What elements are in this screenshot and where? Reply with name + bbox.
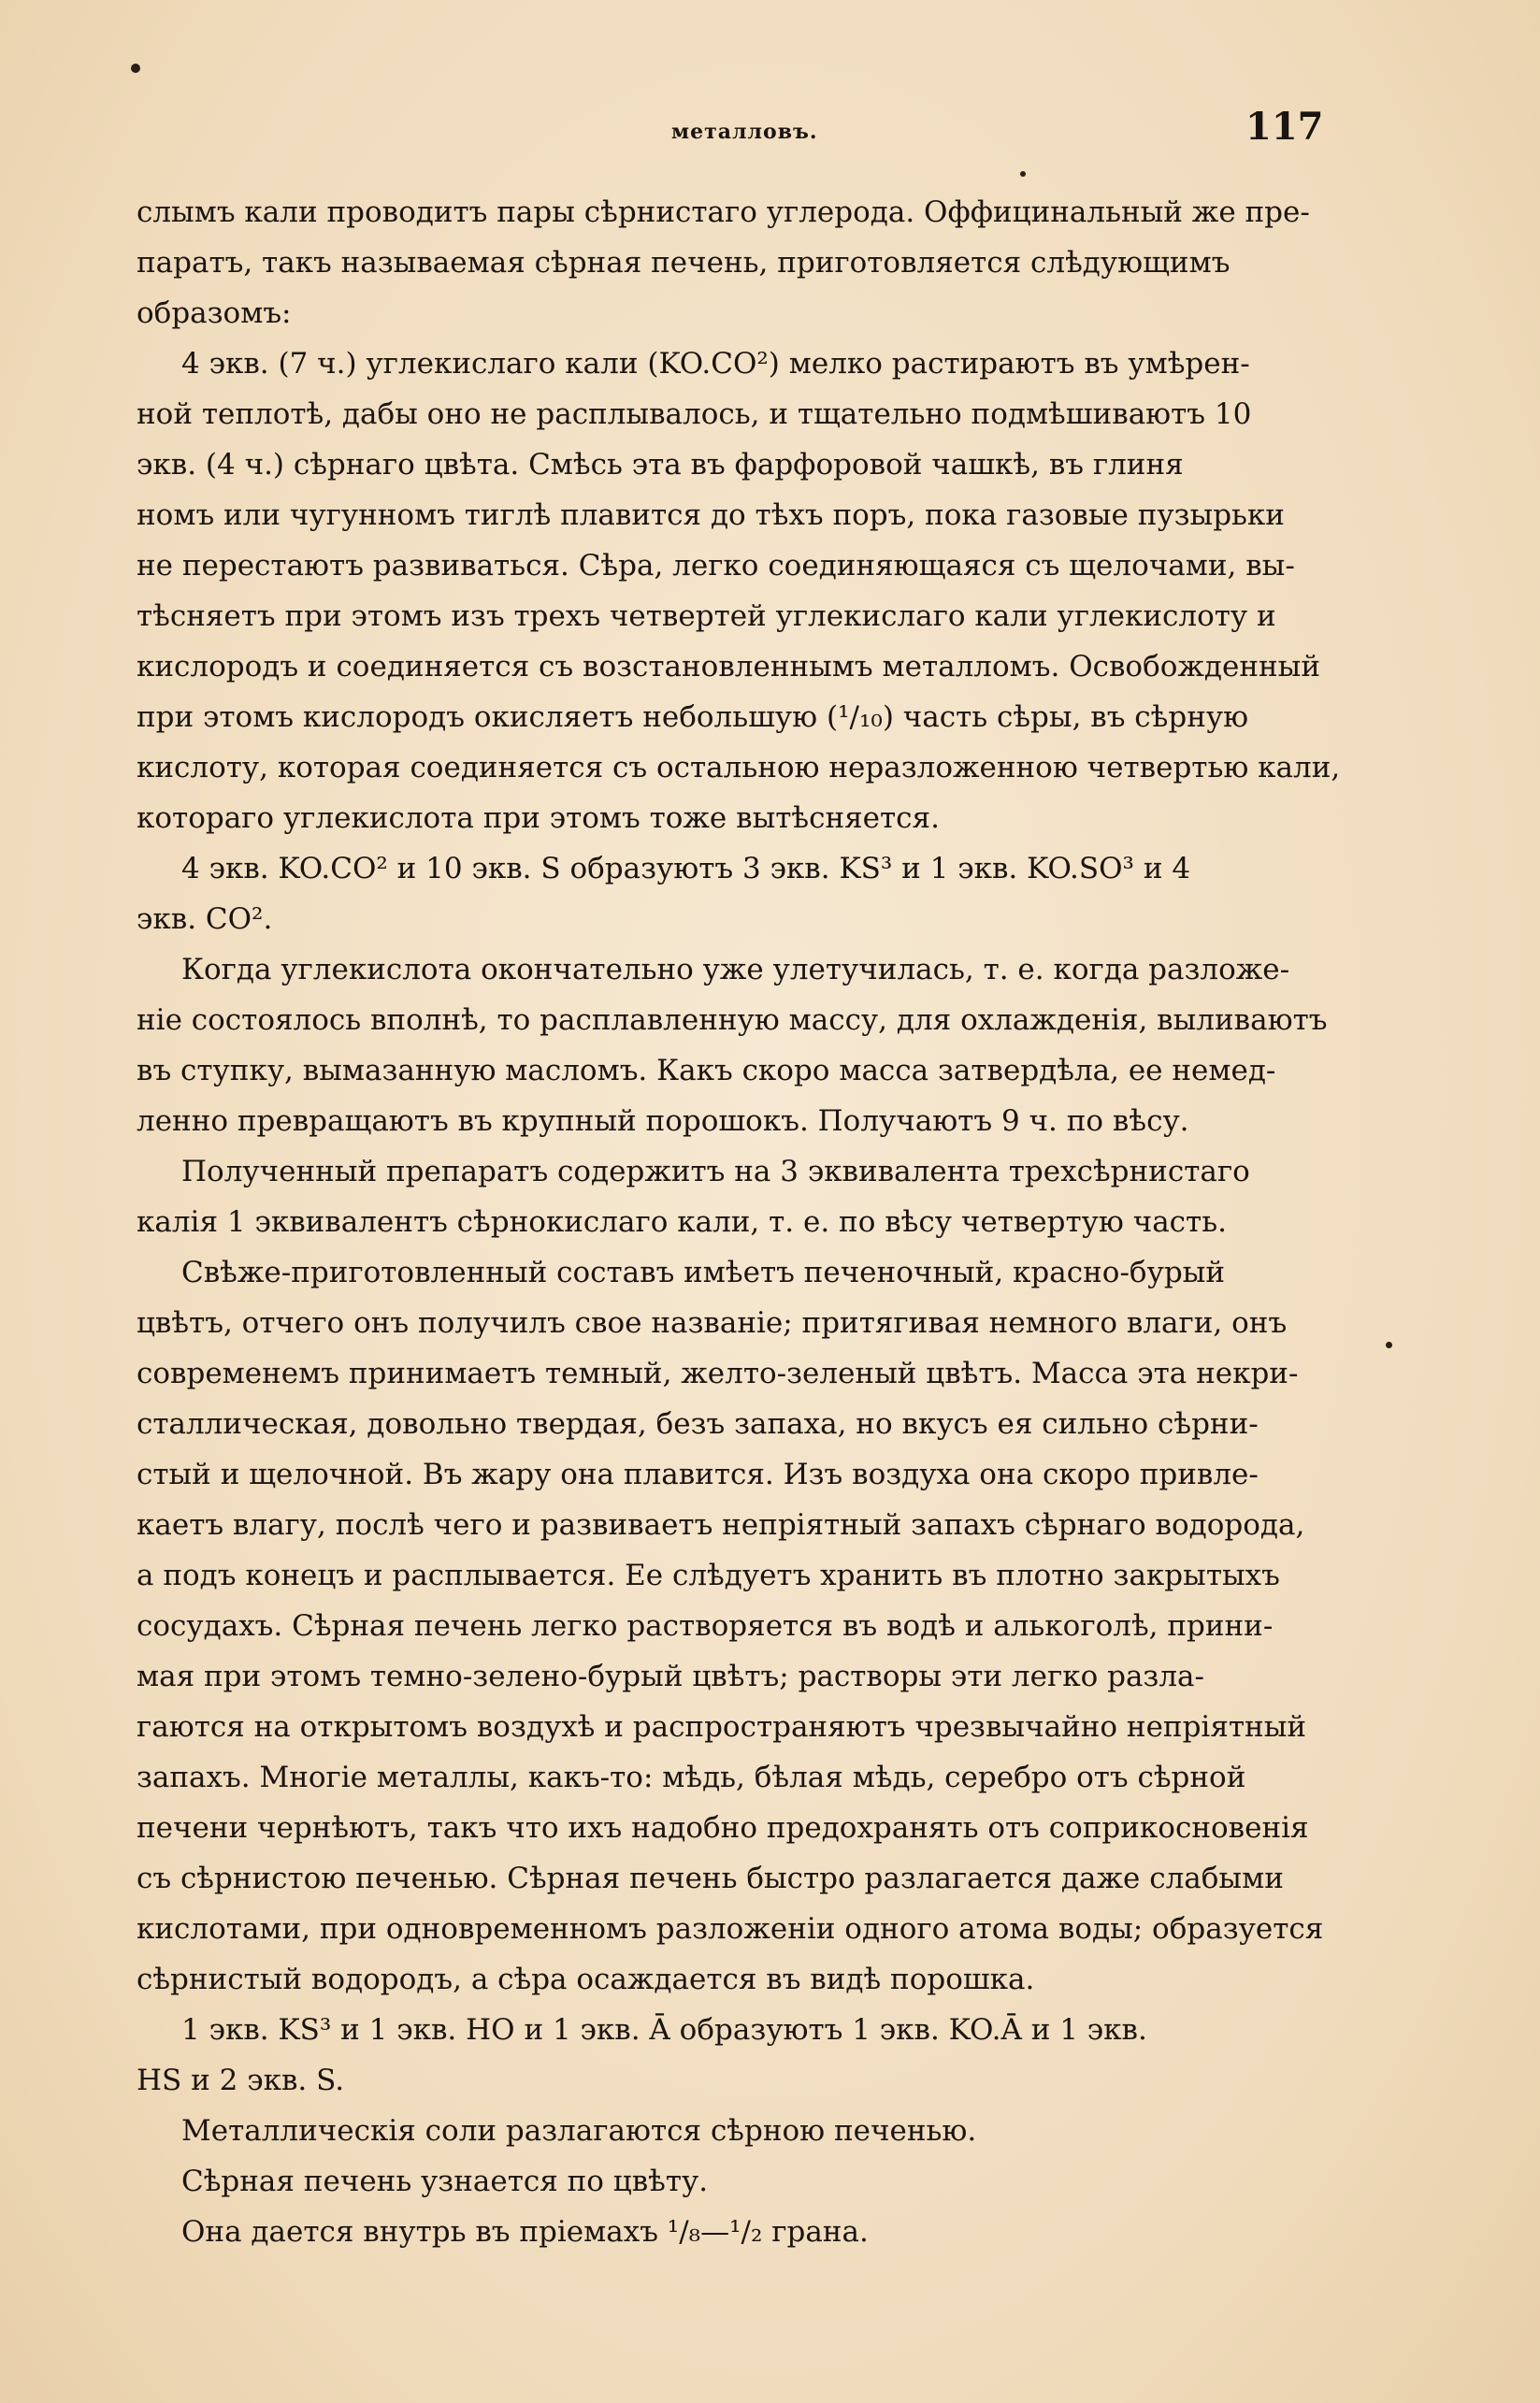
text-line: Сѣрная печень узнается по цвѣту. xyxy=(181,2165,709,2198)
paragraph xyxy=(137,338,1341,843)
text-line: HS и 2 экв. S. xyxy=(137,2064,345,2097)
text-line: не перестаютъ развиваться. Сѣра, легко соединяющаяся съ щелочами, вы- xyxy=(137,549,1295,583)
text-line: образомъ: xyxy=(137,296,292,330)
running-header: металловъ. xyxy=(671,120,818,144)
paragraph xyxy=(137,1247,1324,2005)
text-line: 1 экв. KS³ и 1 экв. HO и 1 экв. Ā образуютъ 1 экв. KO.Ā и 1 экв. xyxy=(181,2013,1147,2047)
text-line: ніе состоялось вполнѣ, то расплавленную массу, для охлажденія, выливаютъ xyxy=(137,1003,1328,1037)
text-line: калія 1 эквивалентъ сѣрнокислаго кали, т. е. по вѣсу четвертую часть. xyxy=(137,1205,1227,1239)
paragraph xyxy=(137,2156,1305,2207)
page-number: 117 xyxy=(1245,105,1324,149)
text-line: ной теплотѣ, дабы оно не расплывалось, и тщательно подмѣшиваютъ 10 xyxy=(137,397,1252,431)
text-line: экв. (4 ч.) сѣрнаго цвѣта. Смѣсь эта въ фарфоровой чашкѣ, въ глиня xyxy=(137,448,1184,482)
text-line: сосудахъ. Сѣрная печень легко растворяется въ водѣ и алькоголѣ, прини- xyxy=(137,1609,1274,1643)
text-line: кислородъ и соединяется съ возстановленнымъ металломъ. Освобожденный xyxy=(137,650,1321,683)
body-text xyxy=(137,187,1341,2257)
text-line: 4 экв. (7 ч.) углекислаго кали (KO.CO²) мелко растираютъ въ умѣрен- xyxy=(181,347,1250,381)
text-line: кислоту, которая соединяется съ остальною неразложенною четвертью кали, xyxy=(137,751,1341,784)
text-line: Когда углекислота окончательно уже улетучилась, т. е. когда разложе- xyxy=(181,953,1290,986)
text-line: паратъ, такъ называемая сѣрная печень, приготовляется слѣдующимъ xyxy=(137,246,1231,280)
text-line: 4 экв. KO.CO² и 10 экв. S образуютъ 3 экв. KS³ и 1 экв. KO.SO³ и 4 xyxy=(181,852,1191,885)
text-line: каетъ влагу, послѣ чего и развиваетъ непріятный запахъ сѣрнаго водорода, xyxy=(137,1508,1305,1542)
text-line: печени чернѣютъ, такъ что ихъ надобно предохранять отъ соприкосновенія xyxy=(137,1811,1309,1845)
text-line: а подъ конецъ и расплывается. Ее слѣдуетъ хранить въ плотно закрытыхъ xyxy=(137,1559,1280,1592)
text-line: стый и щелочной. Въ жару она плавится. Изъ воздуха она скоро привле- xyxy=(137,1458,1259,1491)
text-line: экв. CO². xyxy=(137,902,273,936)
text-line: современемъ принимаетъ темный, желто-зеленый цвѣтъ. Масса эта некри- xyxy=(137,1357,1299,1390)
paragraph xyxy=(137,1146,1305,1247)
text-line: сѣрнистый водородъ, а сѣра осаждается въ видѣ порошка. xyxy=(137,1963,1035,1996)
paragraph xyxy=(137,187,1310,338)
text-line: гаются на открытомъ воздухѣ и распространяютъ чрезвычайно непріятный xyxy=(137,1710,1307,1744)
ink-spot xyxy=(1020,171,1026,177)
text-line: Полученный препаратъ содержитъ на 3 эквивалента трехсѣрнистаго xyxy=(181,1155,1250,1188)
ink-spot xyxy=(131,64,140,73)
text-line: мая при этомъ темно-зелено-бурый цвѣтъ; растворы эти легко разла- xyxy=(137,1660,1204,1693)
text-line: номъ или чугунномъ тиглѣ плавится до тѣхъ поръ, пока газовые пузырьки xyxy=(137,498,1285,532)
paragraph xyxy=(137,2005,1305,2106)
paragraph xyxy=(137,2106,1305,2156)
text-line: запахъ. Многіе металлы, какъ-то: мѣдь, бѣлая мѣдь, серебро отъ сѣрной xyxy=(137,1761,1246,1794)
text-line: Свѣже-приготовленный составъ имѣетъ печеночный, красно-бурый xyxy=(181,1256,1225,1289)
text-line: въ ступку, вымазанную масломъ. Какъ скоро масса затвердѣла, ее немед- xyxy=(137,1054,1276,1087)
paragraph xyxy=(137,2207,1305,2257)
paragraph xyxy=(137,843,1305,944)
text-line: котораго углекислота при этомъ тоже вытѣсняется. xyxy=(137,801,940,835)
text-line: слымъ кали проводитъ пары сѣрнистаго углерода. Оффицинальный же пре- xyxy=(137,195,1310,229)
text-line: кислотами, при одновременномъ разложеніи одного атома воды; образуется xyxy=(137,1912,1324,1946)
ink-spot xyxy=(1386,1342,1392,1348)
text-line: Она дается внутрь въ пріемахъ ¹/₈—¹/₂ грана. xyxy=(181,2215,869,2249)
text-line: ленно превращаютъ въ крупный порошокъ. Получаютъ 9 ч. по вѣсу. xyxy=(137,1104,1189,1138)
paragraph xyxy=(137,944,1328,1146)
text-line: цвѣтъ, отчего онъ получилъ свое названіе; притягивая немного влаги, онъ xyxy=(137,1306,1288,1340)
text-line: сталлическая, довольно твердая, безъ запаха, но вкусъ ея сильно сѣрни- xyxy=(137,1407,1259,1441)
text-line: тѣсняетъ при этомъ изъ трехъ четвертей углекислаго кали углекислоту и xyxy=(137,599,1276,633)
text-line: съ сѣрнистою печенью. Сѣрная печень быстро разлагается даже слабыми xyxy=(137,1862,1284,1895)
text-line: при этомъ кислородъ окисляетъ небольшую (¹/₁₀) часть сѣры, въ сѣрную xyxy=(137,700,1249,734)
text-line: Металлическія соли разлагаются сѣрною печенью. xyxy=(181,2114,977,2148)
